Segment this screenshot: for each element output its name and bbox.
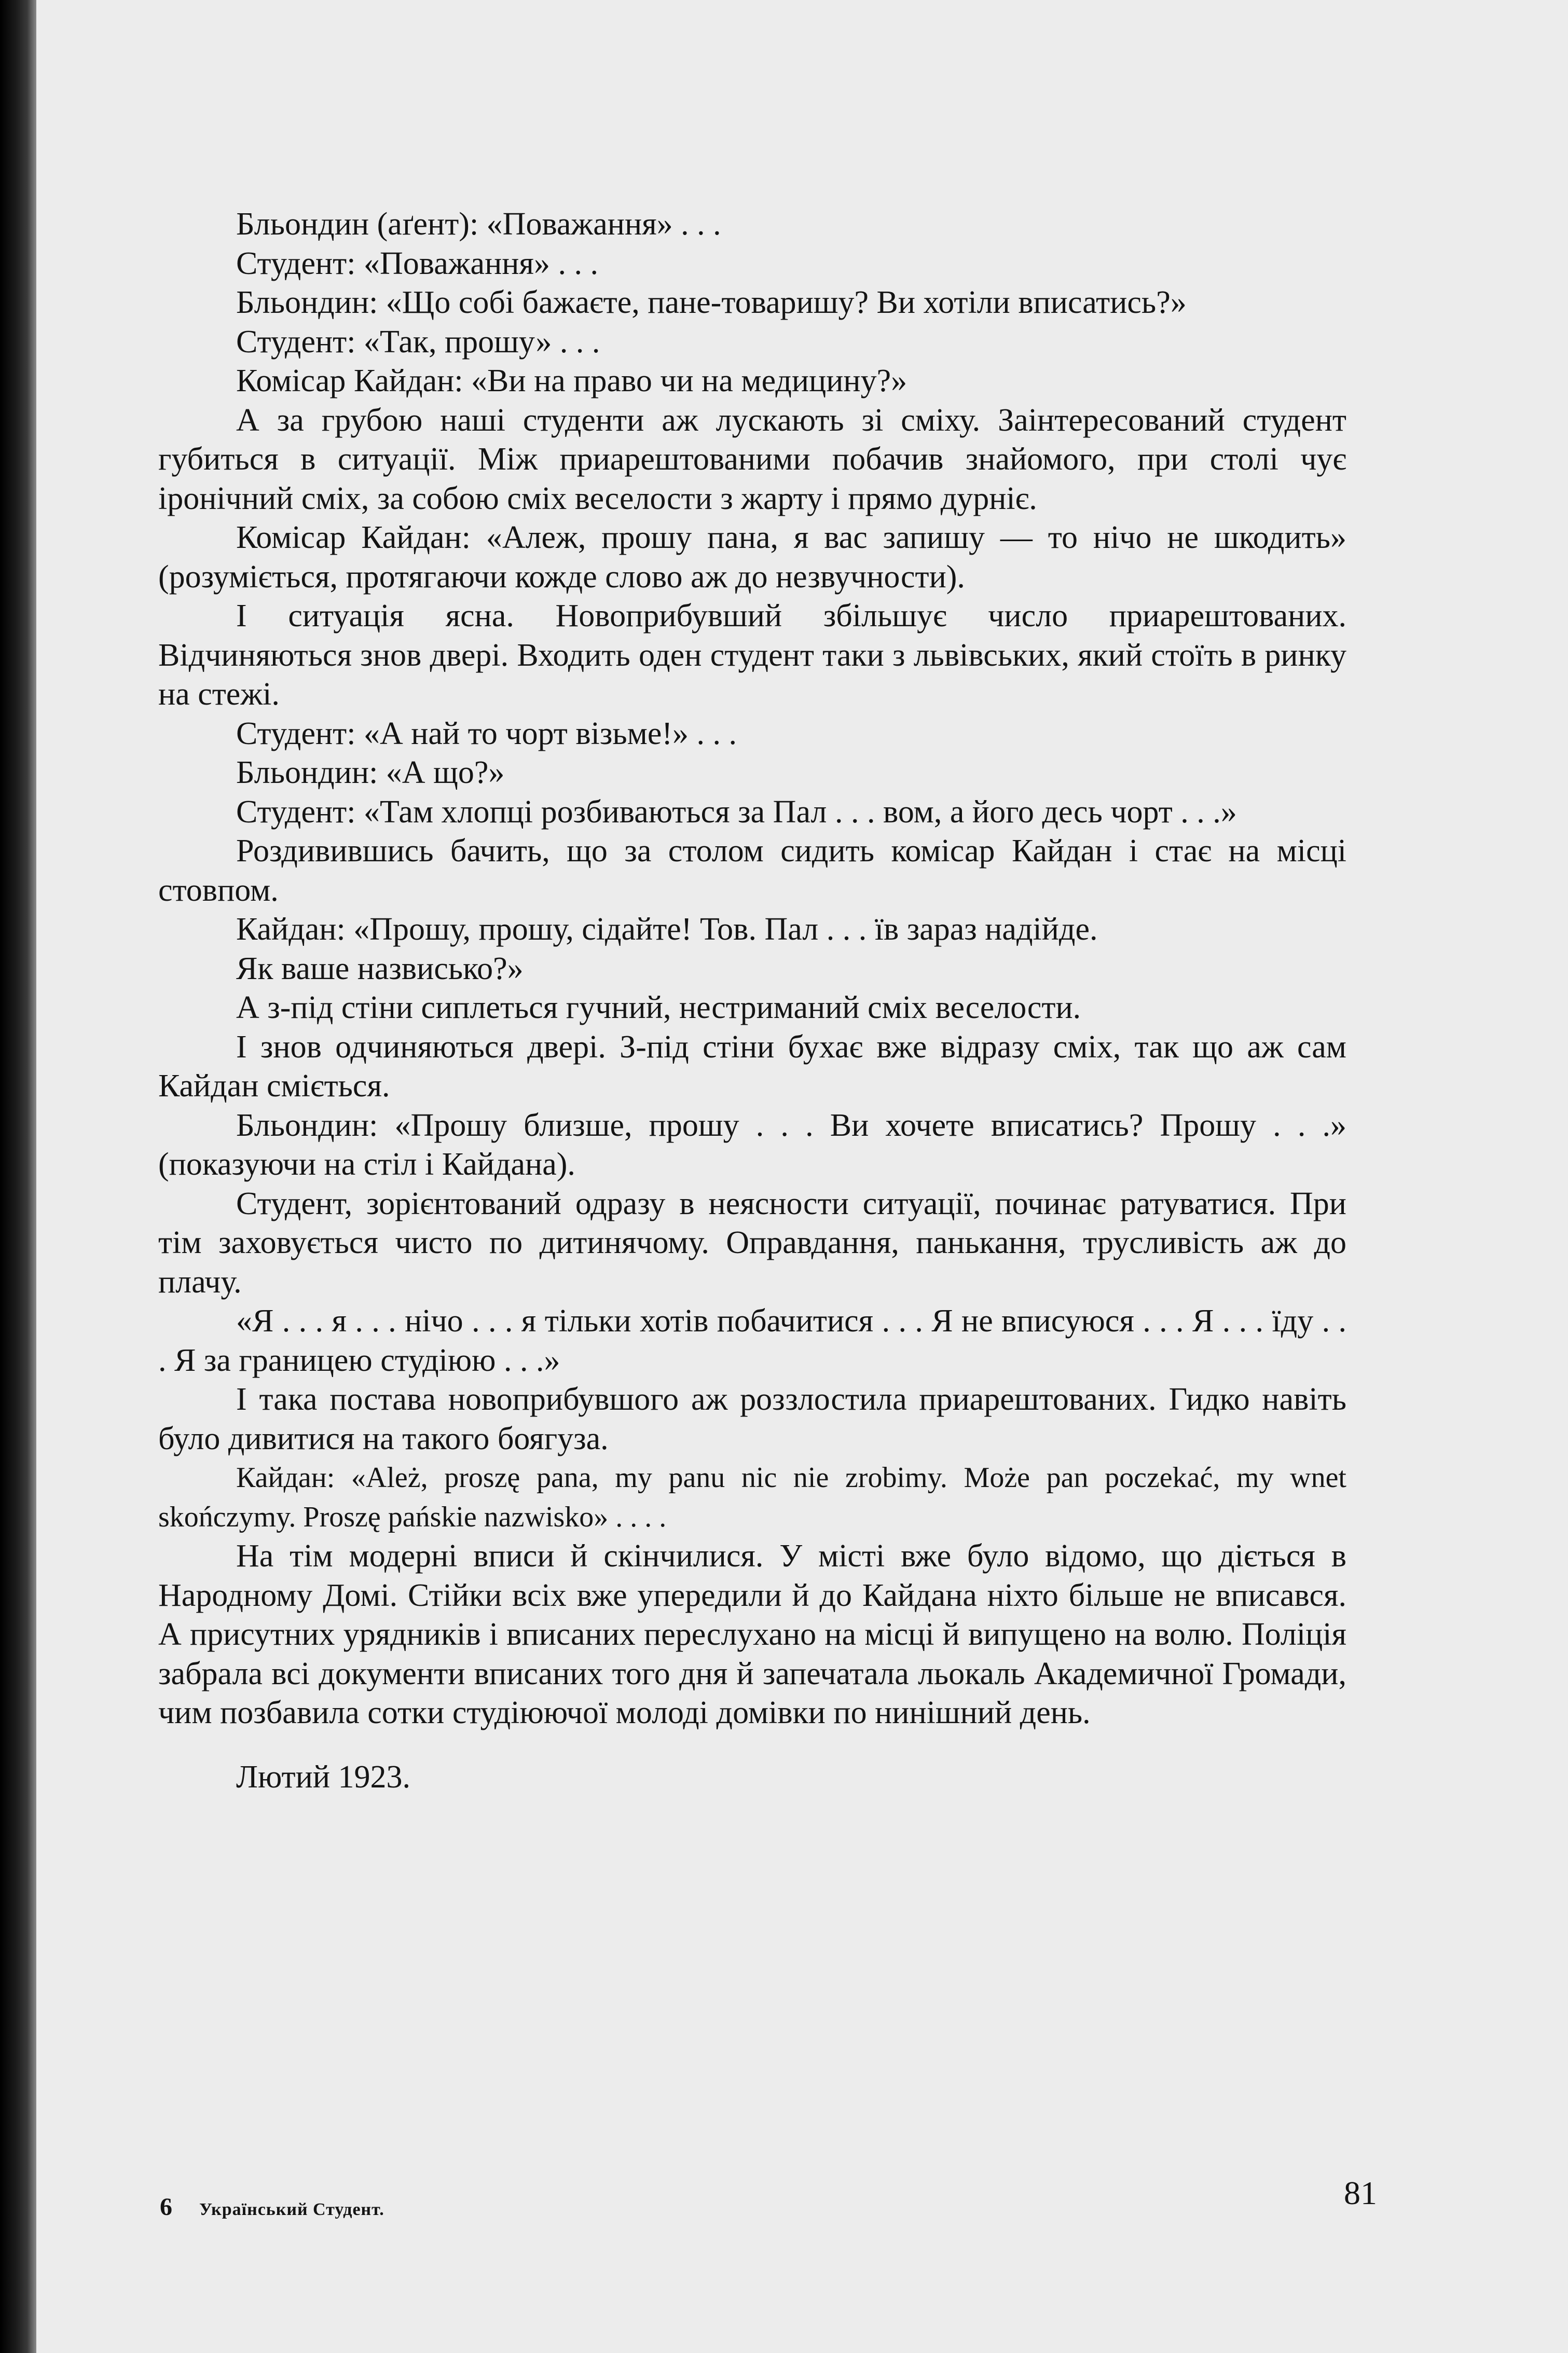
paragraph: А з-під стіни сиплеться гучний, нестриманий сміх веселости. [236,990,1081,1025]
paragraph: Бльондин (аґент): «Поважання» . . . [236,207,721,242]
paragraph: Як ваше назвисько?» [236,951,524,986]
paragraph: Роздивившись бачить, що за столом сидить комісар Кайдан і стає на місці стовпом. [158,833,1346,908]
paragraph: Бльондин: «Що собі бажаєте, пане-товаришу? Ви хотіли вписатись?» [236,285,1187,320]
paragraph: Студент: «Поважання» . . . [236,245,598,281]
dateline: Лютий 1923. [236,1759,411,1795]
signature-number: 6 [160,2193,172,2221]
paragraph: Комісар Кайдан: «Ви на право чи на медицину?» [236,363,907,398]
article-body [158,205,1346,1797]
paragraph: Студент: «А най то чорт візьме!» . . . [236,715,737,751]
paragraph: Бльондин: «Прошу близше, прошу . . . Ви хочете вписатись? Прошу . . .» (показуючи на стіл і Кайдана). [158,1107,1346,1182]
printer-signature [160,2193,384,2221]
page-number: 81 [1344,2175,1377,2211]
dateline-spacer [158,1733,1346,1758]
paragraph: І така постава новоприбувшого аж роззлостила приарештованих. Гидко навіть було дивитися на такого боягуза. [158,1382,1346,1456]
signature-title: Український Студент. [199,2200,384,2219]
paragraph: А за грубою наші студенти аж лускають зі сміху. Заінтересований студент губиться в ситуації. Між приарештованими побачив знайомого, при столі чує іронічний сміх, за собою сміх веселости з жарту і прямо дурніє. [158,402,1346,516]
scan-dark-edge [0,0,36,2353]
paragraph: І знов одчиняються двері. З-під стіни бухає вже відразу сміх, так що аж сам Кайдан сміється. [158,1029,1346,1104]
paragraph: Кайдан: «Прошу, прошу, сідайте! Тов. Пал . . . їв зараз надійде. [236,912,1098,947]
paragraph: Студент: «Там хлопці розбиваються за Пал . . . вом, а його десь чорт . . .» [236,794,1237,830]
paragraph: На тім модерні вписи й скінчилися. У місті вже було відомо, що діється в Народному Домі. Стійки всіх вже упередили й до Кайдана ніхто більше не вписався. А присутних урядників і вписаних переслухано на місці й випущено на волю. Поліція забрала всі документи вписаних того дня й запечатала льокаль Академичної Громади, чим позбавила сотки студіюючої молоді домівки по нинішний день. [158,1538,1346,1730]
paragraph: Комісар Кайдан: «Алеж, прошу пана, я вас запишу — то нічо не шкодить» (розуміється, протягаючи кожде слово аж до незвучности). [158,520,1346,595]
paragraph: І ситуація ясна. Новоприбувший збільшує число приарештованих. Відчиняються знов двері. Входить оден студент таки з львівських, який стоїть в ринку на стежі. [158,598,1346,712]
paragraph: Студент, зорієнтований одразу в неясности ситуації, починає ратуватися. При тім заховується чисто по дитинячому. Оправдання, панькання, трусливість аж до плачу. [158,1186,1346,1300]
paragraph: Бльондин: «А що?» [236,755,505,790]
book-page [36,0,1568,2353]
paragraph: Студент: «Так, прошу» . . . [236,324,600,360]
paragraph: «Я . . . я . . . нічо . . . я тільки хотів побачитися . . . Я не вписуюся . . . Я . . . їду . . . Я за границею студіюю . . .» [158,1303,1346,1378]
paragraph-polish-quote: Кайдан: «Ależ, proszę pana, my panu nic nie zrobimy. Może pan poczekać, my wnet skończymy. Proszę pańskie nazwisko» . . . . [158,1462,1346,1533]
